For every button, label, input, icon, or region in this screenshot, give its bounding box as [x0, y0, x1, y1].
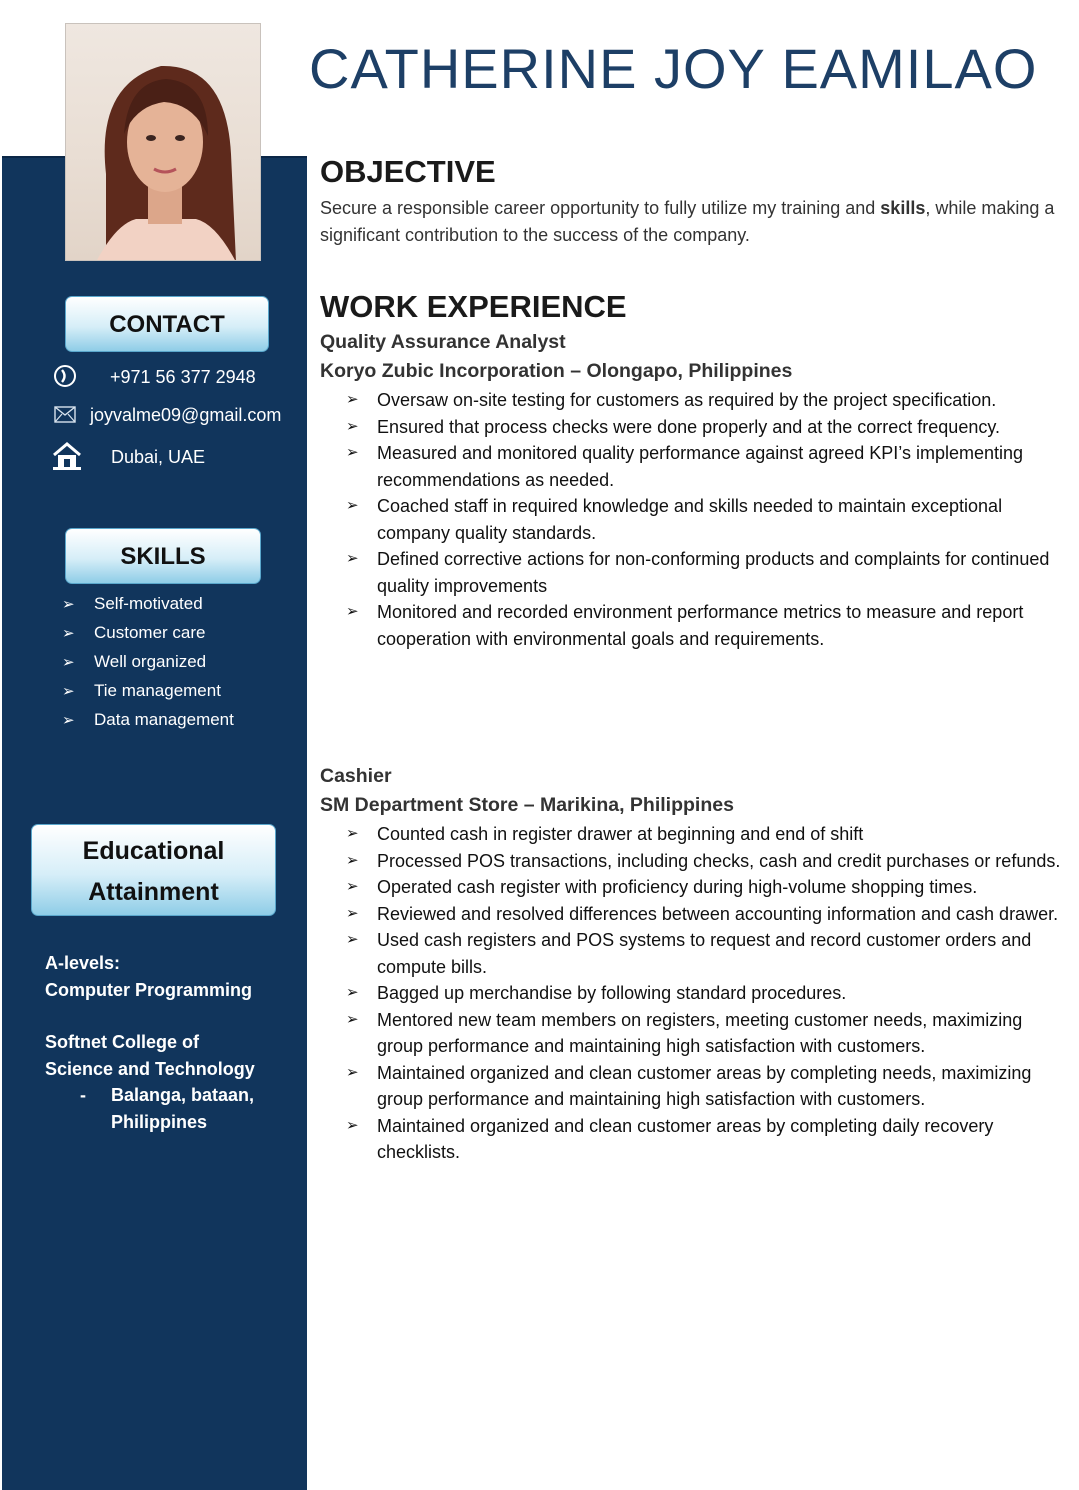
list-item — [346, 821, 1061, 848]
duty-text: Monitored and recorded environment performance metrics to measure and report cooperation with environmental goals and requirements. — [377, 602, 1024, 649]
work-experience-heading: WORK EXPERIENCE — [320, 289, 627, 324]
list-item — [346, 440, 1061, 493]
list-item — [346, 599, 1061, 652]
list-item — [346, 874, 1061, 901]
skills-list — [62, 592, 234, 737]
duty-text: Measured and monitored quality performance against agreed KPI’s implementing recommendations as needed. — [377, 443, 1024, 490]
objective-text-end: , while making a significant contribution to the success of the company. — [320, 198, 1055, 245]
education-heading-line1: Educational — [82, 837, 225, 865]
education-course: Computer Programming — [45, 979, 253, 1000]
portrait-illustration — [66, 24, 261, 261]
skill-label: Data management — [94, 710, 234, 729]
job-title: Quality Assurance Analyst — [320, 331, 566, 353]
contact-phone[interactable]: +971 56 377 2948 — [110, 367, 256, 387]
education-dash: - — [80, 1085, 86, 1105]
list-item — [346, 546, 1061, 599]
job-duties-list — [346, 821, 1061, 1166]
objective-text-start: Secure a responsible career opportunity to fully utilize my training and — [320, 198, 881, 218]
bullet-arrow-icon: ➢ — [346, 931, 359, 948]
profile-photo — [65, 23, 261, 261]
bullet-arrow-icon: ➢ — [346, 603, 359, 620]
education-heading-line2: Attainment — [88, 878, 219, 906]
duty-text: Reviewed and resolved differences between accounting information and cash drawer. — [377, 903, 1059, 924]
education-school — [45, 1029, 255, 1082]
list-item — [346, 901, 1061, 928]
list-item — [346, 387, 1061, 414]
list-item — [62, 679, 234, 708]
duty-text: Ensured that process checks were done properly and at the correct frequency. — [377, 416, 1001, 437]
school-location-line2: Philippines — [111, 1111, 208, 1132]
bullet-arrow-icon: ➢ — [346, 1010, 359, 1028]
candidate-name: CATHERINE JOY EAMILAO — [309, 37, 1038, 100]
duty-text: Operated cash register with proficiency during high-volume shopping times. — [377, 877, 978, 897]
list-item — [346, 1007, 1061, 1060]
bullet-arrow-icon: ➢ — [346, 904, 359, 922]
bullet-arrow-icon: ➢ — [346, 851, 359, 869]
list-item — [346, 927, 1061, 980]
bullet-arrow-icon: ➢ — [346, 444, 359, 461]
list-item — [62, 708, 234, 737]
sidebar — [2, 156, 307, 1490]
bullet-arrow-icon: ➢ — [62, 683, 75, 700]
bullet-arrow-icon: ➢ — [346, 984, 359, 1001]
school-location-line1: Balanga, bataan, — [111, 1085, 255, 1105]
school-location — [111, 1082, 254, 1135]
bullet-arrow-icon: ➢ — [62, 596, 75, 613]
phone-icon — [53, 364, 77, 388]
bullet-arrow-icon: ➢ — [346, 391, 359, 408]
bullet-arrow-icon: ➢ — [62, 654, 75, 671]
duty-text: Used cash registers and POS systems to request and record customer orders and compute bills. — [377, 930, 1032, 977]
skill-label: Tie management — [94, 681, 221, 700]
list-item — [346, 493, 1061, 546]
list-item — [346, 1113, 1061, 1166]
education-level: A-levels: — [45, 953, 121, 973]
duty-text: Counted cash in register drawer at beginning and end of shift — [377, 824, 864, 844]
bullet-arrow-icon: ➢ — [346, 497, 359, 514]
school-name-line2: Science and Technology — [45, 1058, 255, 1079]
home-icon — [51, 441, 83, 471]
skill-label: Self-motivated — [94, 594, 203, 613]
bullet-arrow-icon: ➢ — [346, 417, 359, 435]
list-item — [346, 1060, 1061, 1113]
list-item — [346, 848, 1061, 875]
duty-text: Maintained organized and clean customer areas by completing daily recovery checklists. — [377, 1115, 994, 1162]
contact-heading: CONTACT — [65, 296, 269, 352]
job-title: Cashier — [320, 765, 392, 787]
bullet-arrow-icon: ➢ — [62, 625, 75, 642]
contact-email[interactable]: joyvalme09@gmail.com — [90, 405, 282, 425]
bullet-arrow-icon: ➢ — [346, 550, 359, 567]
education-details — [45, 950, 252, 1003]
bullet-arrow-icon: ➢ — [346, 1063, 359, 1081]
job-company: Koryo Zubic Incorporation – Olongapo, Philippines — [320, 360, 793, 382]
bullet-arrow-icon: ➢ — [346, 825, 359, 842]
duty-text: Maintained organized and clean customer areas by completing needs, maximizing group performance and maintaining high satisfaction with customers. — [377, 1062, 1032, 1109]
duty-text: Defined corrective actions for non-conforming products and complaints for continued quality improvements — [377, 549, 1050, 596]
school-name-line1: Softnet College of — [45, 1032, 199, 1052]
skill-label: Customer care — [94, 623, 206, 642]
duty-text: Processed POS transactions, including checks, cash and credit purchases or refunds. — [377, 850, 1061, 871]
job-company: SM Department Store – Marikina, Philippines — [320, 794, 734, 816]
duty-text: Coached staff in required knowledge and skills needed to maintain exceptional company quality standards. — [377, 496, 1003, 543]
duty-text: Oversaw on-site testing for customers as required by the project specification. — [377, 390, 997, 410]
list-item — [62, 592, 234, 621]
bullet-arrow-icon: ➢ — [62, 712, 75, 729]
duty-text: Bagged up merchandise by following standard procedures. — [377, 983, 847, 1003]
list-item — [346, 414, 1061, 441]
list-item — [346, 980, 1061, 1007]
skill-label: Well organized — [94, 652, 207, 671]
education-heading — [31, 824, 276, 916]
list-item — [62, 621, 234, 650]
objective-text — [320, 195, 1060, 249]
objective-heading: OBJECTIVE — [320, 154, 496, 189]
duty-text: Mentored new team members on registers, meeting customer needs, maximizing group performance and maintaining high satisfaction with customers. — [377, 1009, 1023, 1056]
envelope-icon — [54, 406, 76, 423]
job-duties-list — [346, 387, 1061, 652]
contact-location: Dubai, UAE — [111, 447, 206, 467]
bullet-arrow-icon: ➢ — [346, 1116, 359, 1134]
bullet-arrow-icon: ➢ — [346, 878, 359, 895]
list-item — [62, 650, 234, 679]
objective-text-bold: skills — [880, 198, 926, 218]
skills-heading: SKILLS — [65, 528, 261, 584]
